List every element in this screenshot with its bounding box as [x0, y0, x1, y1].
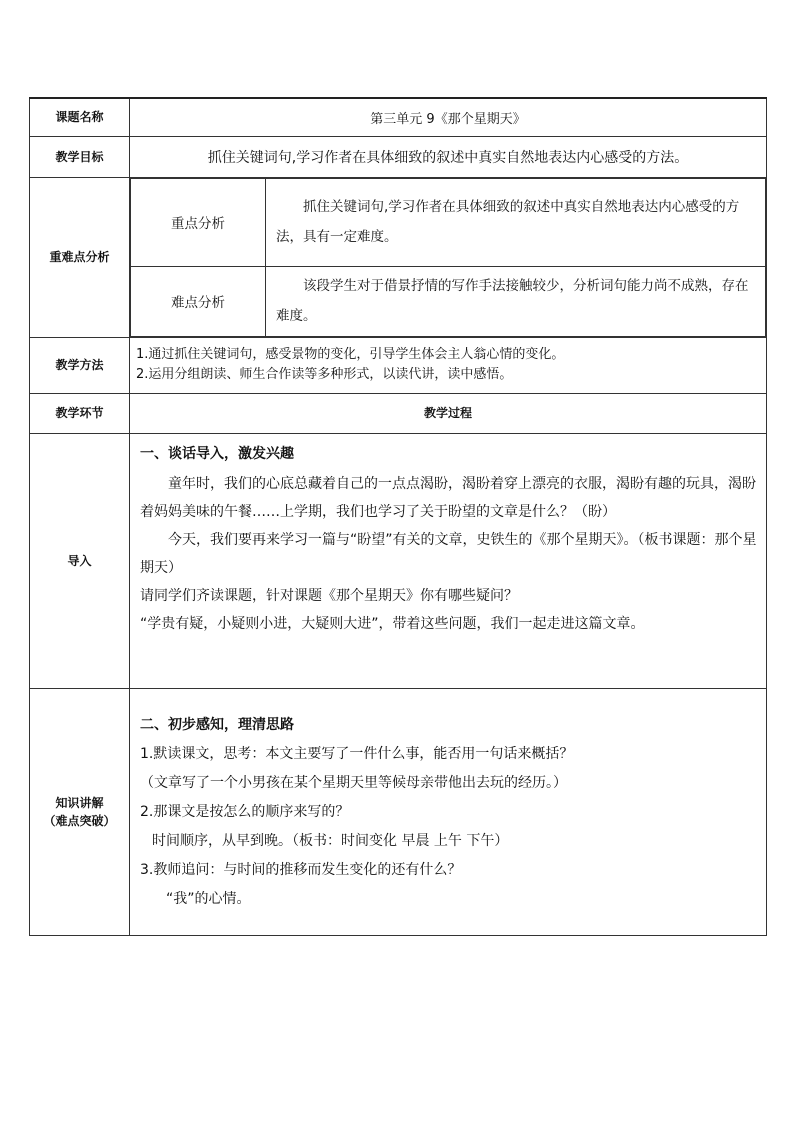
course-title: 第三单元 9《那个星期天》 — [130, 98, 767, 136]
method-label: 教学方法 — [30, 337, 130, 393]
process-header-row — [30, 393, 767, 433]
knowledge-line: （文章写了一个小男孩在某个星期天里等候母亲带他出去玩的经历。） — [140, 774, 567, 791]
lesson-plan-table — [29, 97, 767, 936]
analysis-subtable — [130, 178, 766, 337]
knowledge-line: 1.默读课文，思考：本文主要写了一件什么事，能否用一句话来概括？ — [140, 745, 574, 762]
key-point-label: 重点分析 — [131, 178, 266, 266]
knowledge-line: 时间顺序，从早到晚。（板书：时间变化 早晨 上午 下午） — [152, 832, 509, 849]
knowledge-label-line2: （难点突破） — [43, 813, 116, 828]
knowledge-content — [130, 688, 767, 935]
difficulty-text: 该段学生对于借景抒情的写作手法接触较少，分析词句能力尚不成熟，存在难度。 — [266, 266, 766, 336]
intro-heading: 一、谈话导入，激发兴趣 — [140, 445, 294, 462]
intro-paragraph: 童年时，我们的心底总藏着自己的一点点渴盼，渴盼着穿上漂亮的衣服，渴盼有趣的玩具，渴盼着妈妈美味的午餐……上学期，我们也学习了关于盼望的文章是什么？（盼） — [140, 475, 756, 520]
objective-label: 教学目标 — [30, 136, 130, 177]
intro-row — [30, 433, 767, 688]
intro-paragraph: “学贵有疑，小疑则小进，大疑则大进”，带着这些问题，我们一起走进这篇文章。 — [140, 615, 645, 632]
knowledge-heading: 二、初步感知，理清思路 — [140, 716, 294, 733]
knowledge-row — [30, 688, 767, 935]
course-label: 课题名称 — [30, 98, 130, 136]
intro-paragraph: 今天，我们要再来学习一篇与“盼望”有关的文章，史铁生的《那个星期天》。（板书课题：那个星期天） — [140, 531, 757, 576]
key-point-text: 抓住关键词句,学习作者在具体细致的叙述中真实自然地表达内心感受的方法，具有一定难度。 — [266, 178, 766, 266]
knowledge-line: “我”的心情。 — [166, 890, 251, 907]
objective-row — [30, 136, 767, 177]
difficulty-label: 难点分析 — [131, 266, 266, 336]
method-list — [130, 337, 767, 393]
intro-content — [130, 433, 767, 688]
knowledge-label-line1: 知识讲解 — [55, 795, 104, 810]
intro-label: 导入 — [30, 433, 130, 688]
method-item: 2.运用分组朗读、师生合作读等多种形式，以读代讲，读中感悟。 — [136, 367, 513, 382]
method-row — [30, 337, 767, 393]
course-row — [30, 98, 767, 136]
knowledge-line: 3.教师追问：与时间的推移而发生变化的还有什么？ — [140, 861, 462, 878]
method-item: 1.通过抓住关键词句，感受景物的变化，引导学生体会主人翁心情的变化。 — [136, 347, 565, 362]
process-stage-label: 教学环节 — [30, 393, 130, 433]
objective-text: 抓住关键词句,学习作者在具体细致的叙述中真实自然地表达内心感受的方法。 — [130, 136, 767, 177]
analysis-label: 重难点分析 — [30, 177, 130, 337]
intro-paragraph: 请同学们齐读课题，针对课题《那个星期天》你有哪些疑问？ — [140, 587, 518, 604]
process-title: 教学过程 — [130, 393, 767, 433]
knowledge-line: 2.那课文是按怎么的顺序来写的？ — [140, 803, 350, 820]
knowledge-label — [30, 688, 130, 935]
analysis-row — [30, 177, 767, 337]
